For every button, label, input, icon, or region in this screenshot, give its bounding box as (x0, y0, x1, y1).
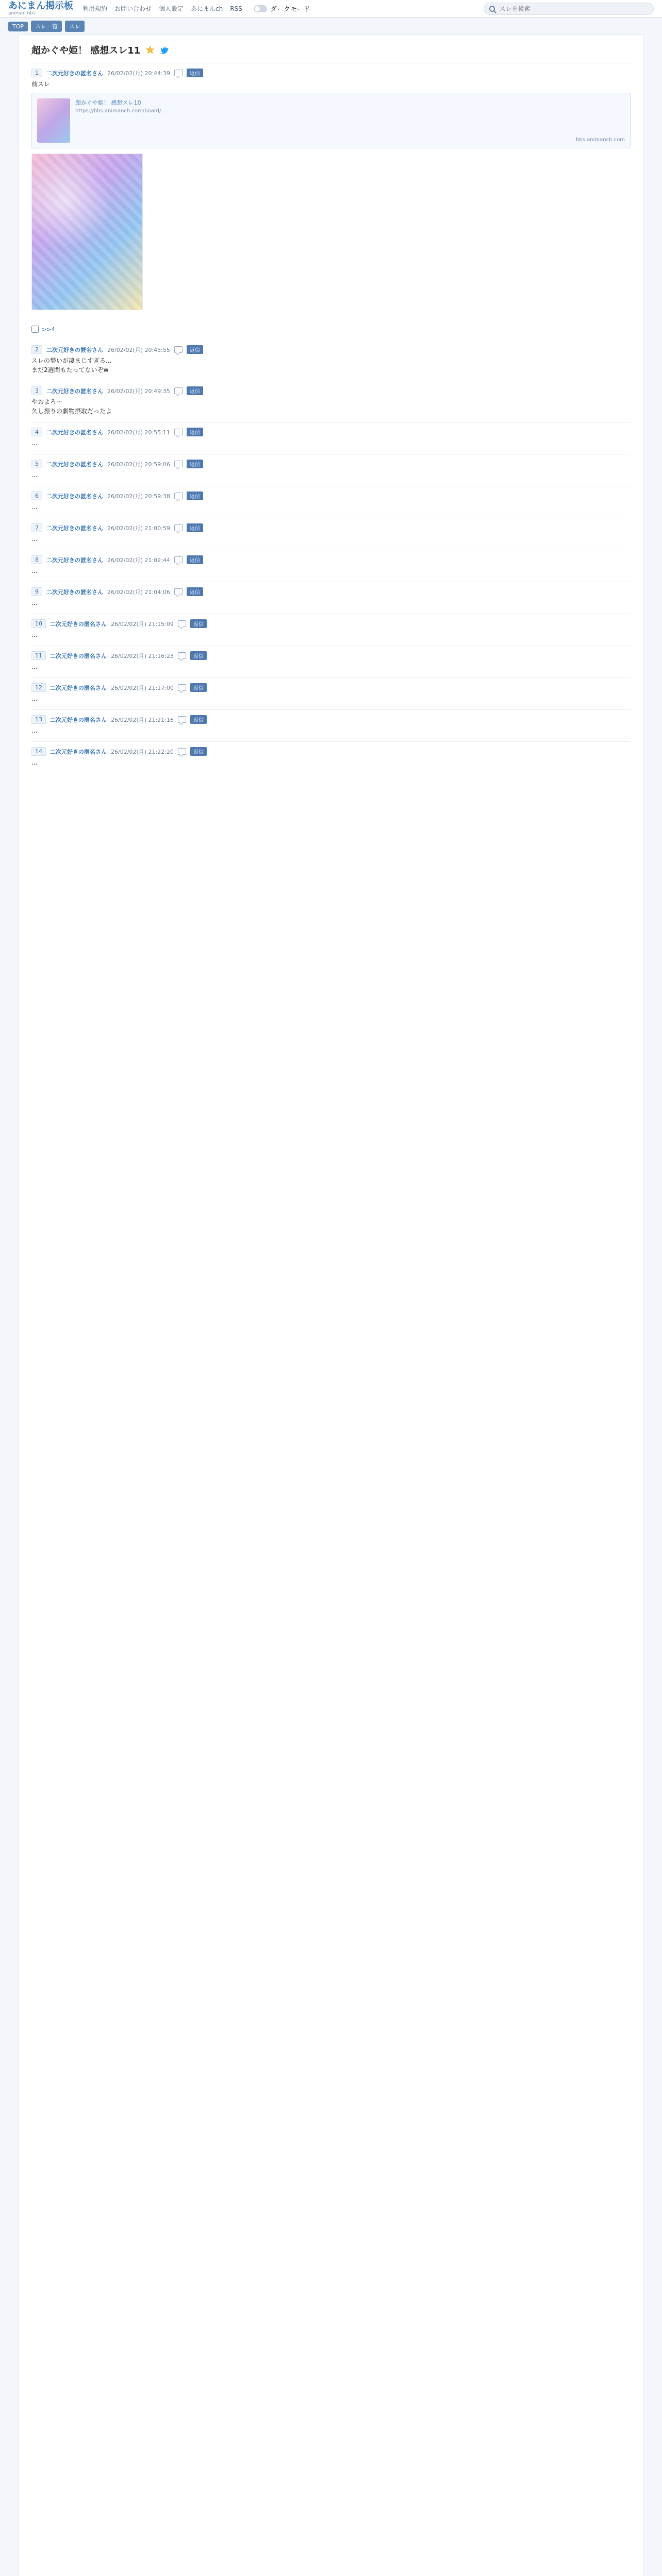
post-date: 26/02/02(月) 21:22:20 (111, 748, 174, 755)
star-icon[interactable] (145, 45, 155, 55)
bird-icon[interactable] (160, 45, 169, 55)
link-card-url[interactable]: https://bbs.animanch.com/board/... (75, 108, 166, 114)
hand-icon (31, 326, 39, 333)
post-body: スレの勢いが凄まじすぎる... まだ2週間もたってないぞw (31, 357, 112, 374)
post-body: ... (31, 471, 38, 479)
post-body: ... (31, 727, 38, 734)
link-card-lines (75, 98, 166, 143)
reply-tag[interactable]: 返信 (187, 460, 203, 468)
poster-name: 二次元好きの匿名さん (46, 461, 103, 468)
header-menu (82, 4, 310, 13)
poster-name: 二次元好きの匿名さん (46, 493, 103, 500)
post-date: 26/02/02(月) 21:21:16 (111, 716, 174, 723)
breadcrumb-top[interactable]: TOP (8, 22, 28, 31)
post-date: 26/02/02(月) 20:44:39 (107, 70, 170, 77)
post-meta (31, 523, 631, 532)
reaction-link[interactable]: >>4 (42, 326, 55, 333)
reply-icon[interactable] (178, 748, 186, 755)
post-body: ... (31, 503, 38, 511)
breadcrumb-list[interactable]: スレ一覧 (31, 21, 62, 32)
post-date: 26/02/02(月) 20:45:55 (107, 346, 170, 353)
poster-name: 二次元好きの匿名さん (50, 620, 107, 628)
thread-continuation (31, 773, 631, 1855)
reply-tag[interactable]: 返信 (187, 523, 203, 532)
menu-item-contact[interactable]: お問い合わせ (114, 5, 152, 12)
post-body: ... (31, 695, 38, 702)
post-body: ... (31, 759, 38, 766)
post-number[interactable]: 1 (31, 69, 42, 77)
dark-mode-switch[interactable] (254, 5, 267, 12)
post-date: 26/02/02(月) 21:17:00 (111, 684, 174, 691)
poster-name: 二次元好きの匿名さん (46, 346, 103, 353)
post-meta (31, 651, 631, 660)
reply-icon[interactable] (178, 684, 186, 691)
link-card-domain: bbs.animanch.com (576, 137, 625, 143)
reply-icon[interactable] (174, 524, 183, 531)
reply-tag[interactable]: 返信 (190, 747, 207, 756)
reply-icon[interactable] (178, 716, 186, 723)
poster-name: 二次元好きの匿名さん (46, 70, 103, 77)
post-number[interactable]: 11 (31, 651, 46, 660)
post-number[interactable]: 5 (31, 460, 42, 468)
breadcrumb-thread[interactable]: スレ (65, 21, 85, 32)
post-meta (31, 492, 631, 500)
poster-name: 二次元好きの匿名さん (46, 387, 103, 395)
post-date: 26/02/02(月) 21:00:59 (107, 524, 170, 532)
post-date: 26/02/02(月) 21:02:44 (107, 556, 170, 564)
post-image[interactable] (31, 154, 143, 310)
post-date: 26/02/02(月) 20:49:35 (107, 387, 170, 395)
post-meta (31, 460, 631, 468)
search-box[interactable] (484, 3, 654, 15)
reply-tag[interactable]: 返信 (187, 555, 203, 564)
search-icon (489, 6, 495, 12)
reply-tag[interactable]: 返信 (190, 683, 207, 692)
menu-item-settings[interactable]: 個人設定 (159, 5, 184, 12)
post-item (31, 614, 631, 646)
post-date: 26/02/02(月) 21:16:23 (111, 652, 174, 659)
top-navigation (0, 0, 662, 18)
post-number[interactable]: 3 (31, 386, 42, 395)
site-brand[interactable] (8, 2, 73, 16)
thread-main (19, 35, 643, 2576)
post-item (31, 646, 631, 677)
reply-tag[interactable]: 返信 (187, 345, 203, 354)
post-body: ... (31, 663, 38, 670)
post-item (31, 486, 631, 518)
post-body: ... (31, 535, 38, 543)
post-number[interactable]: 14 (31, 747, 46, 756)
post-number[interactable]: 6 (31, 492, 42, 500)
poster-name: 二次元好きの匿名さん (50, 684, 107, 691)
post-item (31, 550, 631, 582)
poster-name: 二次元好きの匿名さん (50, 748, 107, 755)
poster-name: 二次元好きの匿名さん (46, 588, 103, 596)
post-body: やおよろ〜 久し振りの劇物摂取だったよ (31, 398, 112, 415)
menu-item-rss[interactable]: RSS (230, 5, 242, 12)
post-body: ... (31, 439, 38, 447)
post-meta (31, 715, 631, 724)
post-item (31, 677, 631, 709)
reply-icon[interactable] (174, 387, 183, 394)
dark-mode-toggle[interactable] (254, 4, 310, 13)
reply-tag[interactable]: 返信 (190, 619, 207, 628)
post-number[interactable]: 4 (31, 428, 42, 436)
poster-name: 二次元好きの匿名さん (50, 716, 107, 723)
reply-icon[interactable] (174, 493, 183, 499)
post-item (31, 454, 631, 486)
menu-item-animanch[interactable]: あにまんch (191, 5, 223, 12)
post-meta (31, 386, 631, 395)
post-body: 前スレ (31, 80, 51, 88)
post-date: 26/02/02(月) 20:55:11 (107, 429, 170, 436)
reply-icon[interactable] (178, 652, 186, 659)
post-item (31, 582, 631, 614)
reply-icon[interactable] (174, 556, 183, 563)
reply-icon[interactable] (174, 588, 183, 595)
link-card-title[interactable]: 超かぐや姫！ 感想スレ10 (75, 99, 141, 106)
post-item (31, 381, 631, 422)
post-meta (31, 428, 631, 436)
breadcrumb (0, 18, 662, 35)
reply-tag[interactable]: 返信 (187, 428, 203, 436)
post-meta (31, 747, 631, 756)
post-item (31, 709, 631, 741)
reply-icon[interactable] (174, 346, 183, 353)
post-meta (31, 69, 631, 77)
post-number[interactable]: 7 (31, 523, 42, 532)
post-list (31, 340, 631, 1855)
poster-name: 二次元好きの匿名さん (50, 652, 107, 659)
site-subtitle: animan bbs (8, 10, 36, 16)
op-post (31, 63, 631, 333)
search-input[interactable] (498, 5, 648, 13)
post-body: ... (31, 599, 38, 606)
site-logo[interactable]: あにまん掲示板 (8, 0, 73, 11)
dark-mode-label: ダークモード (270, 6, 310, 13)
post-item (31, 518, 631, 550)
post-number[interactable]: 2 (31, 345, 42, 354)
link-thumbnail[interactable] (37, 98, 70, 143)
link-card[interactable] (31, 93, 631, 148)
poster-name: 二次元好きの匿名さん (46, 524, 103, 532)
poster-name: 二次元好きの匿名さん (46, 429, 103, 436)
post-item (31, 340, 631, 381)
post-meta (31, 619, 631, 628)
reply-tag[interactable]: 返信 (187, 386, 203, 395)
post-reaction[interactable] (31, 326, 631, 333)
post-meta (31, 555, 631, 564)
post-date: 26/02/02(月) 21:04:06 (107, 588, 170, 596)
reply-tag[interactable]: 返信 (187, 69, 203, 77)
post-date: 26/02/02(月) 20:59:06 (107, 461, 170, 468)
post-item (31, 422, 631, 454)
post-number[interactable]: 12 (31, 683, 46, 692)
reply-tag[interactable]: 返信 (190, 651, 207, 660)
reply-tag[interactable]: 返信 (187, 492, 203, 500)
post-date: 26/02/02(月) 20:59:38 (107, 493, 170, 500)
reply-icon[interactable] (174, 70, 183, 76)
thread-title: 超かぐや姫！ 感想スレ11 (31, 45, 141, 56)
post-meta (31, 345, 631, 354)
post-body: ... (31, 631, 38, 638)
post-meta (31, 683, 631, 692)
thread-title-row (31, 43, 631, 57)
reply-icon[interactable] (174, 461, 183, 467)
reply-icon[interactable] (178, 620, 186, 627)
post-number[interactable]: 13 (31, 715, 46, 724)
post-item (31, 741, 631, 773)
post-meta (31, 587, 631, 596)
poster-name: 二次元好きの匿名さん (46, 556, 103, 564)
post-number[interactable]: 9 (31, 587, 42, 596)
reply-icon[interactable] (174, 429, 183, 435)
reply-tag[interactable]: 返信 (190, 715, 207, 724)
page-container (0, 35, 662, 2576)
reply-tag[interactable]: 返信 (187, 587, 203, 596)
menu-item-terms[interactable]: 利用規約 (82, 5, 108, 12)
post-date: 26/02/02(月) 21:15:09 (111, 620, 174, 628)
post-number[interactable]: 8 (31, 555, 42, 564)
post-number[interactable]: 10 (31, 619, 46, 628)
post-body: ... (31, 567, 38, 574)
